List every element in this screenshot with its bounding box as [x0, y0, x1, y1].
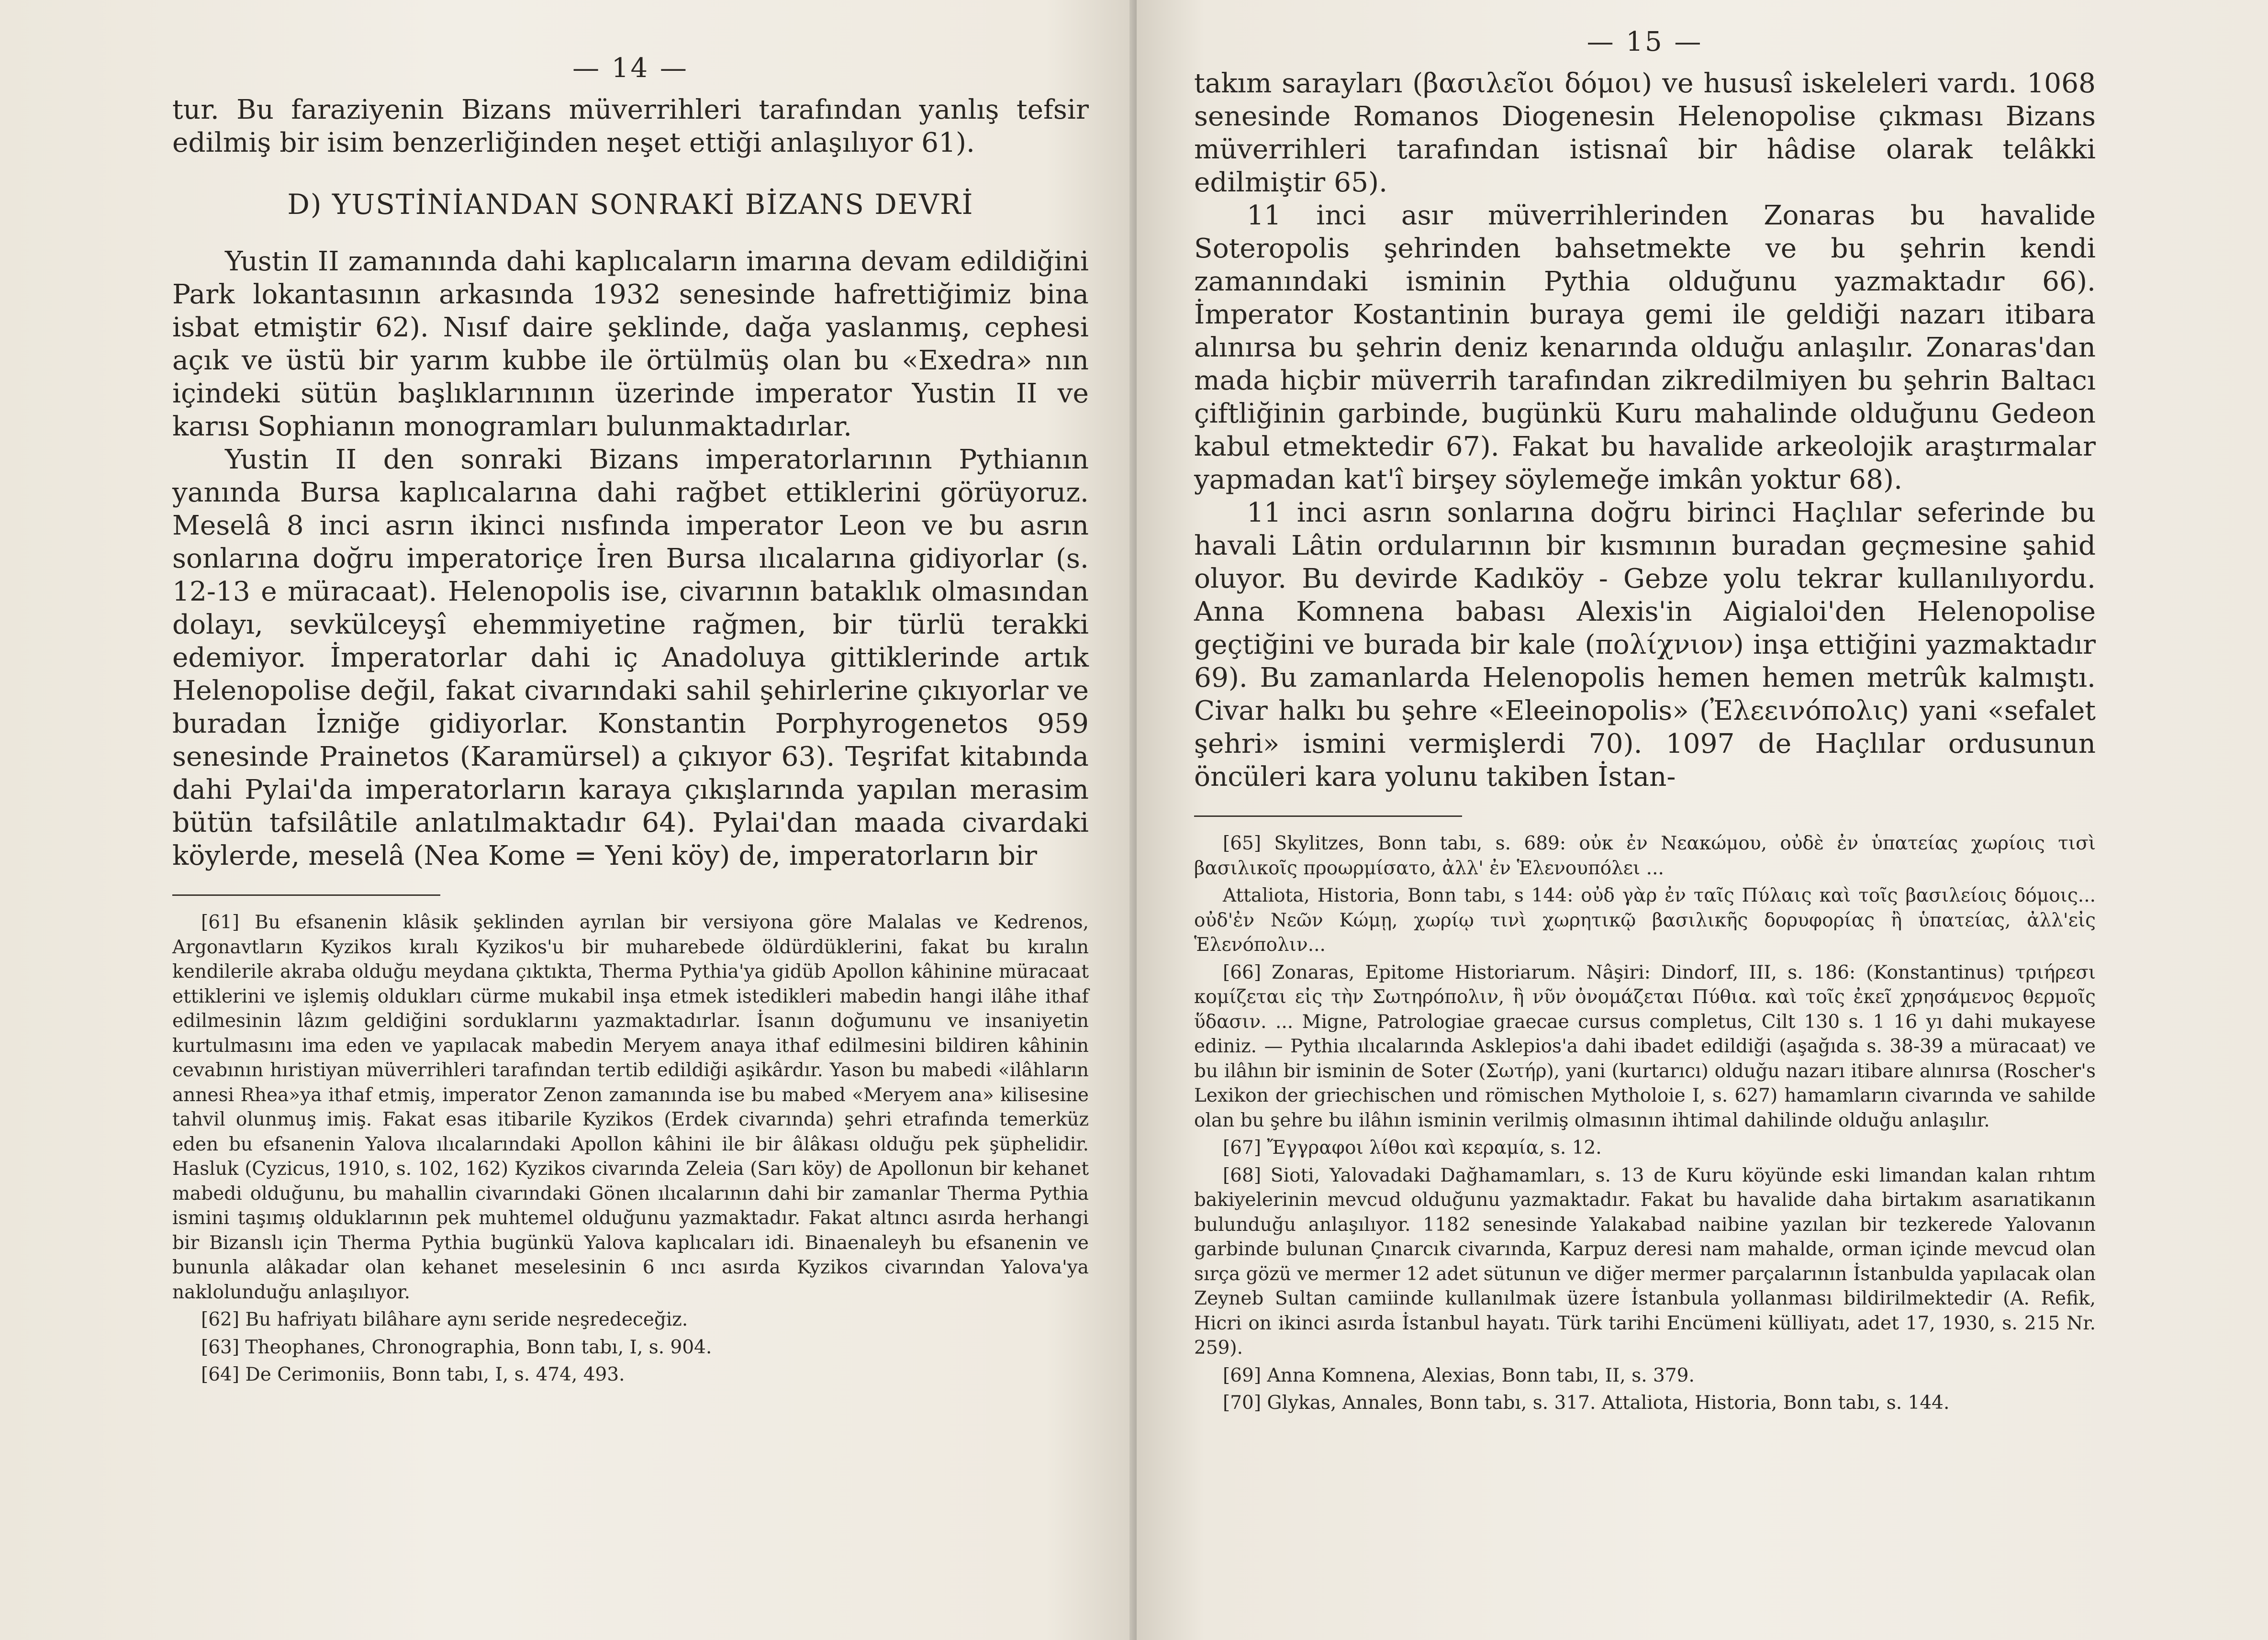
body-paragraph: 11 inci asır müverrihlerinden Zonaras bu havalide Soteropolis şehrinden bahsetmekte ve bu şehrin kendi zamanındaki isminin Pythia olduğunu yazmaktadır 66). İmperator Kostantinin buraya gemi ile geldiği nazarı itibara alınırsa bu şehrin deniz kenarında olduğu anlaşılır. Zonaras'dan mada hiçbir müverrih tarafından zikredilmiyen bu şehrin Baltacı çiftliğinin garbinde, bugünkü Kuru mahalinde olduğunu Gedeon kabul etmektedir 67). Fakat bu havalide arkeolojik araştırmalar yapmadan kat'î birşey söylemeğe imkân yoktur 68). [1194, 200, 2096, 495]
footnote-62: [62] Bu hafriyatı bilâhare aynı seride neşredeceğiz. [201, 1309, 688, 1330]
page-number: — 15 — [1586, 26, 1703, 57]
footnote-66: [66] Zonaras, Epitome Historiarum. Nâşiri: Dindorf, III, s. 186: (Konstantinus) τριήρεσι κομίζεται εἰς τὴν Σωτηρόπολιν, ἣ νῦν ὀνομάζεται Πύθια. καὶ τοῖς ἐκεῖ χρησάμενος θερμοῖς ὕδασιν. ... Migne, Patrologiae graecae cursus completus, Cilt 130 s. 1 16 yı dahi mukayese ediniz. — Pythia ılıcalarında Asklepios'a dahi ibadet edildiği (aşağıda s. 38-39 a müracaat) ve bu ilâhın bir isminin de Soter (Σωτήρ), yani (kurtarıcı) olduğu nazarı itibare alınırsa (Roscher's Lexikon der griechischen und römischen Mytholoie I, s. 627) hamamların civarında ve sahilde olan bu şehre bu ilâhın isminin verilmiş olmasının ihtimal dahilinde olduğu anlaşılır. [1194, 961, 2096, 1131]
footnote-70: [70] Glykas, Annales, Bonn tabı, s. 317. Attaliota, Historia, Bonn tabı, s. 144. [1223, 1392, 1950, 1414]
footnote-divider [172, 894, 440, 896]
body-paragraph: takım sarayları (βασιλεῖοι δόμοι) ve hususî iskeleleri vardı. 1068 senesinde Romanos Diogenesin Helenopolise çıkması Bizans müverrihleri tarafından istisnaî bir hâdise olarak telâkki edilmiştir 65). [1194, 68, 2096, 198]
page-body [172, 93, 1089, 872]
body-paragraph: Yustin II den sonraki Bizans imperatorlarının Pythianın yanında Bursa kaplıcalarına dahi rağbet ettiklerini görüyoruz. Meselâ 8 inci asrın ikinci nısfında imperator Leon ve bu asrın sonlarına doğru imperatoriçe İren Bursa ılıcalarına gidiyorlar (s. 12-13 e müracaat). Helenopolis ise, civarının bataklık olmasından dolayı, sevkülceyşî ehemmiyetine rağmen, bir türlü terakki edemiyor. İmperatorlar dahi iç Anadoluya gittiklerinde artık Helenopolise değil, fakat civarındaki sahil şehirlerine çıkıyorlar ve buradan İzniğe gidiyorlar. Konstantin Porphyrogenetos 959 senesinde Prainetos (Karamürsel) a çıkıyor 63). Teşrifat kitabında dahi Pylai'da imperatorların karaya çıkışlarında yapılan merasim bütün tafsilâtile anlatılmaktadır 64). Pylai'dan maada civardaki köylerde, meselâ (Nea Kome = Yeni köy) de, imperatorların bir [172, 444, 1089, 871]
body-paragraph: Yustin II zamanında dahi kaplıcaların imarına devam edildiğini Park lokantasının arkasında 1932 senesinde hafrettiğimiz bina isbat etmiştir 62). Nısıf daire şeklinde, dağa yaslanmış, cephesi açık ve üstü bir yarım kubbe ile örtülmüş olan bu «Exedra» nın içindeki sütün başlıklarınının üzerinde imperator Yustin II ve karısı Sophianın monogramları bulunmaktadırlar. [172, 246, 1089, 442]
footnote-67: [67] Ἔγγραφοι λίθοι καὶ κεραμία, s. 12. [1223, 1137, 1602, 1159]
footnote-63: [63] Theophanes, Chronographia, Bonn tabı, I, s. 904. [201, 1336, 712, 1358]
body-paragraph: 11 inci asrın sonlarına doğru birinci Haçlılar seferinde bu havali Lâtin ordularının bir kısmının buradan geçmesine şahid oluyor. Bu devirde Kadıköy - Gebze yolu tekrar kullanılıyordu. Anna Komnena babası Alexis'in Aigialoi'den Helenopolise geçtiğini ve burada bir kale (πολίχνιον) inşa ettiğini yazmaktadır 69). Bu zamanlarda Helenopolis hemen hemen metrûk kalmıştı. Civar halkı bu şehre «Eleeinopolis» (Ἐλεεινόπολις) yani «sefalet şehri» ismini vermişlerdi 70). 1097 de Haçlılar ordusunun öncüleri kara yolunu takiben İstan- [1194, 497, 2096, 792]
footnote-61: [61] Bu efsanenin klâsik şeklinden ayrılan bir versiyona göre Malalas ve Kedrenos, Argonavtların Kyzikos kıralı Kyzikos'u bir muharebede öldürdüklerini, fakat bu kıralın kendilerile akraba olduğu meydana çıktıkta, Therma Pythia'ya gidüb Apollon kâhinine müracaat ettiklerini ve işlemiş oldukları cürme mukabil inşa etmek istedikleri mabedin hangi ilâhe ithaf edilmesinin lâzım geldiğini sorduklarını yazmaktadırlar. İsanın doğumunu ve insaniyetin kurtulmasını ima eden ve yapılacak mabedin Meryem anaya ithaf edilmesini bildiren kâhinin cevabının hıristiyan müverrihleri tarafından tertib edildiği aşikârdır. Yason bu mabedi «ilâhların annesi Rhea»ya ithaf etmiş, imperator Zenon zamanında ise bu mabed «Meryem ana» kilisesine tahvil olunmuş imiş. Fakat esas itibarile Kyzikos (Erdek civarında) şehri etrafında temerküz eden bu efsanenin Yalova ılıcalarındaki Apollon kâhini ile bir âlâkası olduğu pek şüphelidir. Hasluk (Cyzicus, 1910, s. 102, 162) Kyzikos civarında Zeleia (Sarı köy) de Apollonun bir kehanet mabedi olduğunu, bu mahallin civarındaki Gönen ılıcalarının dahi bir zamanlar Therma Pythia ismini taşımış olduklarının pek muhtemel olduğunu yazmaktadır. Fakat altıncı asırda herhangi bir Bizanslı için Therma Pythia bugünkü Yalova kaplıcaları idi. Binaenaleyh bu efsanenin ve bununla alâkadar olan kehanet meselesinin 6 ıncı asırda Kyzikos civarından Yalova'ya naklolunduğu anlaşılıyor. [172, 912, 1089, 1303]
footnote-69: [69] Anna Komnena, Alexias, Bonn tabı, II, s. 379. [1223, 1364, 1695, 1386]
footnotes [1194, 831, 2096, 1416]
page-body [1194, 67, 2096, 793]
footnote-68: [68] Sioti, Yalovadaki Dağhamamları, s. 13 de Kuru köyünde eski limandan kalan rıhtım bakiyelerinin mevcud olduğunu yazmaktadır. Fakat bu havalide daha birtakım asarıatikanın bulunduğu anlaşılıyor. 1182 senesinde Yalakabad naibine yazılan bir tezkerede Yalovanın garbinde bulunan Çınarcık civarında, Karpuz deresi nam mahalde, orman içinde mevcud olan sırça gözü ve mermer 12 adet sütunun ve diğer mermer parçalarının İstanbulda yapılacak olan Zeyneb Sultan camiinde kullanılmak üzere İstanbula yollanması bildirilmektedir (A. Refik, Hicri on ikinci asırda İstanbul hayatı. Türk tarihi Encümeni külliyatı, adet 17, 1930, s. 215 Nr. 259). [1194, 1164, 2096, 1359]
section-heading: D) YUSTİNİANDAN SONRAKİ BİZANS DEVRİ [287, 188, 974, 221]
footnote-65-cont: Attaliota, Historia, Bonn tabı, s 144: οὐδ γὰρ ἐν ταῖς Πύλαις καὶ τοῖς βασιλείοις δόμοις... οὐδ'ἐν Νεῶν Κώμῃ, χωρίῳ τινὶ χωρητικῷ βασιλικῆς δορυφορίας ἢ ὑπατείας, ἀλλ'εἰς Ἑλενόπολιν... [1194, 885, 2096, 956]
footnote-64: [64] De Cerimoniis, Bonn tabı, I, s. 474, 493. [201, 1364, 625, 1385]
footnote-divider [1194, 815, 1462, 817]
page-number: — 14 — [572, 53, 689, 84]
intro-paragraph: tur. Bu faraziyenin Bizans müverrihleri tarafından yanlış tefsir edilmiş bir isim benzerliğinden neşet ettiği anlaşılıyor 61). [172, 94, 1089, 158]
footnote-65: [65] Skylitzes, Bonn tabı, s. 689: οὐκ ἐν Νεακώμου, οὐδὲ ἐν ὑπατείας χωρίοις τισὶ βασιλικοῖς προωρμίσατο, ἀλλ' ἐν Ἑλενουπόλει ... [1194, 833, 2096, 879]
footnotes [172, 910, 1089, 1387]
page-15 [1137, 0, 2268, 1640]
